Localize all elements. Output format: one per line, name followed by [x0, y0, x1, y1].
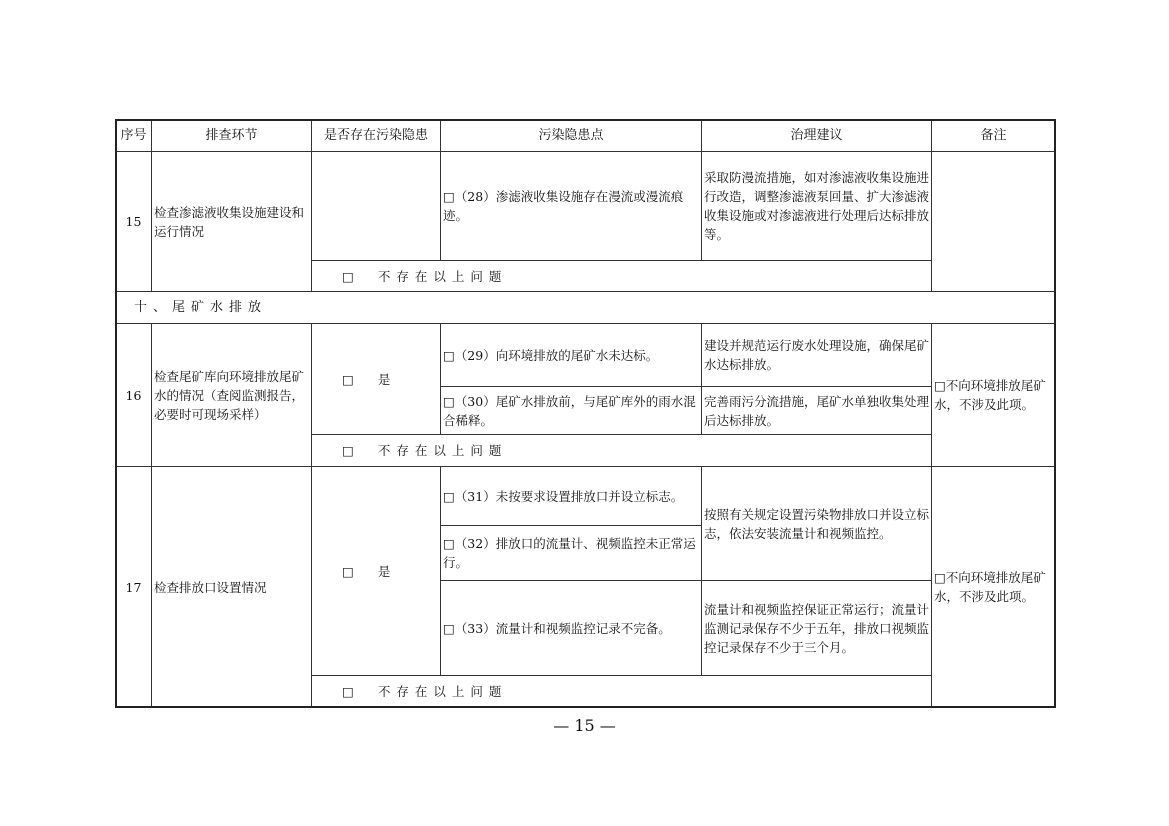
row-16-none-option[interactable] [311, 434, 932, 467]
checkbox[interactable]: □ [342, 443, 354, 458]
row-17-suggestion-1: 按照有关规定设置污染物排放口并设立标志，依法安装流量计和视频监控。 [701, 466, 932, 581]
checkbox[interactable]: □ [342, 563, 354, 579]
section-title: 十、尾矿水排放 [115, 291, 1056, 324]
checkbox[interactable]: □ [342, 371, 354, 387]
row-16-item: 检查尾矿库向环境排放尾矿水的情况（查阅监测报告，必要时可现场采样） [151, 323, 312, 467]
header-suggestion: 治理建议 [701, 119, 932, 152]
row-15-none-option[interactable] [311, 260, 932, 292]
row-15-point-28[interactable]: □（28）渗滤液收集设施存在漫流或漫流痕迹。 [440, 151, 702, 261]
header-remark: 备注 [931, 119, 1056, 152]
row-15-no: 15 [115, 151, 152, 292]
header-item: 排查环节 [151, 119, 312, 152]
none-label: 不存在以上问题 [377, 443, 508, 458]
row-15-suggestion: 采取防漫流措施，如对渗滤液收集设施进行改造，调整渗滤液泵回量、扩大渗滤液收集设施或对渗滤液进行处理后达标排放等。 [701, 151, 932, 261]
row-16-no: 16 [115, 323, 152, 467]
row-16-point-29[interactable]: □（29）向环境排放的尾矿水未达标。 [440, 323, 702, 387]
yes-label: 是 [377, 563, 391, 579]
checkbox[interactable]: □ [342, 268, 354, 284]
row-17-yes-option[interactable] [311, 466, 441, 676]
row-17-no: 17 [115, 466, 152, 708]
header-hazard: 是否存在污染隐患 [311, 119, 441, 152]
row-15-hazard [311, 151, 441, 261]
header-points: 污染隐患点 [440, 119, 702, 152]
row-16-point-30[interactable]: □（30）尾矿水排放前，与尾矿库外的雨水混合稀释。 [440, 386, 702, 435]
row-17-remark[interactable]: □不向环境排放尾矿水，不涉及此项。 [931, 466, 1056, 708]
row-17-suggestion-2: 流量计和视频监控保证正常运行；流量计监测记录保存不少于五年，排放口视频监控记录保存不少于三个月。 [701, 580, 932, 676]
none-label: 不存在以上问题 [377, 268, 508, 284]
row-17-point-31[interactable]: □（31）未按要求设置排放口并设立标志。 [440, 466, 702, 526]
yes-label: 是 [377, 371, 391, 387]
header-no: 序号 [115, 119, 152, 152]
row-16-suggestion-2: 完善雨污分流措施，尾矿水单独收集处理后达标排放。 [701, 386, 932, 435]
page-number: — 15 — [553, 716, 616, 735]
checkbox[interactable]: □ [342, 684, 354, 699]
none-label: 不存在以上问题 [377, 684, 508, 699]
row-17-item: 检查排放口设置情况 [151, 466, 312, 708]
row-16-yes-option[interactable] [311, 323, 441, 435]
row-15-item: 检查渗滤液收集设施建设和运行情况 [151, 151, 312, 292]
row-17-none-option[interactable] [311, 675, 932, 708]
row-17-point-33[interactable]: □（33）流量计和视频监控记录不完备。 [440, 580, 702, 676]
row-16-remark[interactable]: □不向环境排放尾矿水，不涉及此项。 [931, 323, 1056, 467]
row-16-suggestion-1: 建设并规范运行废水处理设施，确保尾矿水达标排放。 [701, 323, 932, 387]
row-15-remark [931, 151, 1056, 292]
row-17-point-32[interactable]: □（32）排放口的流量计、视频监控未正常运行。 [440, 525, 702, 581]
